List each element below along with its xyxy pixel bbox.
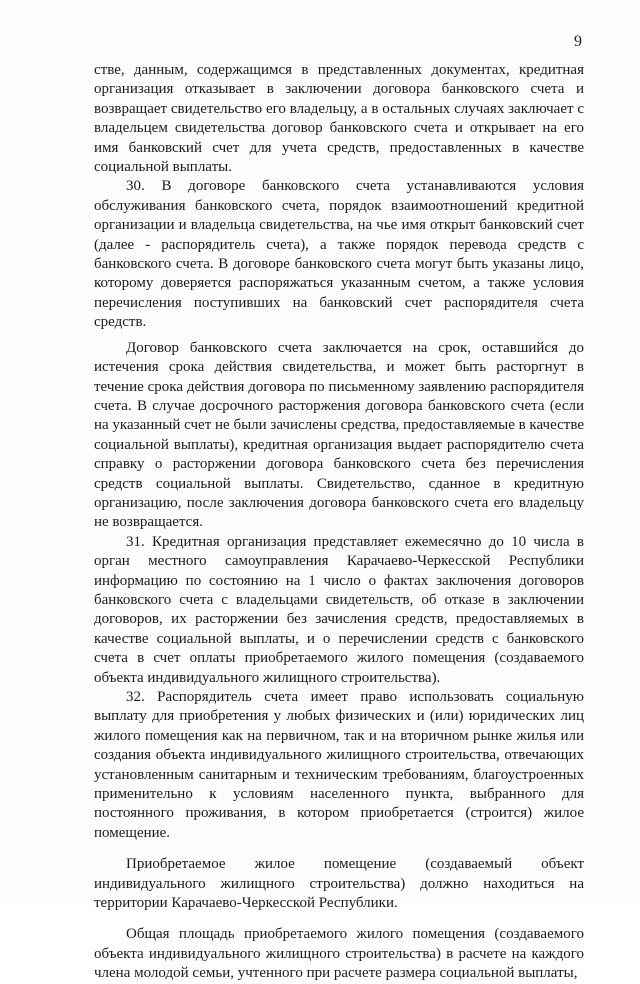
paragraph-continuation: стве, данным, содержащимся в представленных документах, кредитная организация отказывает в заключении договора банковского счета и возвращает свидетельство его владельцу, а в остальных случаях заключает с владельцем свидетельства договор банковского счета и открывает на его имя банковский счет для учета средств, предоставленных в качестве социальной выплаты.	[94, 62, 584, 176]
paragraph-location: Приобретаемое жилое помещение (создаваемый объект индивидуального жилищного строительства) должно находиться на территории Карачаево-Черкесской Республики.	[94, 856, 584, 912]
paragraph-clause-32: 32. Распорядитель счета имеет право использовать социальную выплату для приобретения у любых физических и (или) юридических лиц жилого помещения как на первичном, так и на вторичном рынке жилья или создания объекта индивидуального жилищного строительства, отвечающих установленным санитарным и техническим требованиям, благоустроенных применительно к условиям населенного пункта, выбранного для постоянного проживания, в котором приобретается (строится) жилое помещение.	[94, 689, 584, 841]
paragraph-clause-31: 31. Кредитная организация представляет ежемесячно до 10 числа в орган местного самоуправления Карачаево-Черкесской Республики информацию по состоянию на 1 число о фактах заключения договоров банковского счета с владельцами свидетельств, об отказе в заключении договоров, их расторжении без зачисления средств, предоставляемых в качестве социальной выплаты, и о перечислении средств с банковского счета в счет оплаты приобретаемого жилого помещения (создаваемого объекта индивидуального жилищного строительства).	[94, 533, 584, 686]
page-number: 9	[574, 33, 582, 50]
paragraph-clause-30: 30. В договоре банковского счета устанавливаются условия обслуживания банковского счета, порядок взаимоотношений кредитной организации и владельца свидетельства, на чье имя открыт банковский счет (далее - распорядитель счета), а также порядок перевода средств с банковского счета. В договоре банковского счета могут быть указаны лицо, которому доверяется распоряжаться указанным счетом, а также условия перечисления поступивших на банковский счет распорядителя счета средств.	[94, 178, 584, 331]
paragraph-contract-term: Договор банковского счета заключается на срок, оставшийся до истечения срока действия свидетельства, и может быть расторгнут в течение срока действия договора по письменному заявлению распорядителя счета. В случае досрочного расторжения договора банковского счета (если на указанный счет не были зачислены средства, предоставляемые в качестве социальной выплаты), кредитная организация выдает распорядителю счета справку о расторжении договора банковского счета без перечисления средств социальной выплаты. Свидетельство, сданное в кредитную организацию, после заключения договора банковского счета его владельцу не возвращается.	[94, 339, 584, 531]
body-text	[94, 61, 584, 984]
paragraph-total-area: Общая площадь приобретаемого жилого помещения (создаваемого объекта индивидуального жилищного строительства) в расчете на каждого члена молодой семьи, учтенного при расчете размера социальной выплаты,	[94, 926, 584, 982]
